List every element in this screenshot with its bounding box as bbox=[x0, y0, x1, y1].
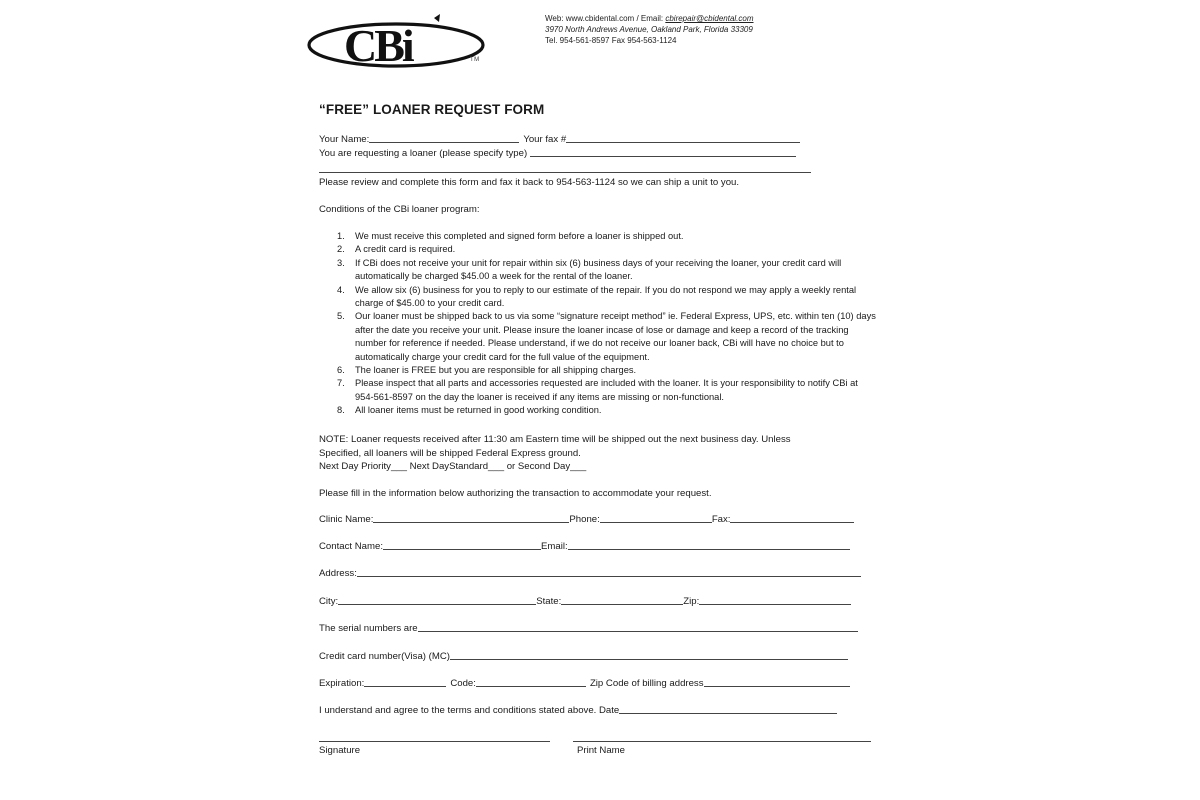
contact-name-label: Contact Name: bbox=[319, 541, 383, 552]
note-line-1: NOTE: Loaner requests received after 11:30 am Eastern time will be shipped out the next business day. Unless bbox=[319, 434, 791, 445]
email-field[interactable] bbox=[568, 548, 850, 550]
condition-text: We allow six (6) business for you to reply to our estimate of the repair. If you do not respond we may apply a weekly rental charge of $45.00 to your credit card. bbox=[355, 284, 857, 309]
condition-item bbox=[337, 230, 877, 243]
state-label: State: bbox=[536, 596, 562, 607]
date-field[interactable] bbox=[619, 712, 837, 714]
serial-numbers-field[interactable] bbox=[418, 630, 858, 632]
form-title: “FREE” LOANER REQUEST FORM bbox=[319, 102, 545, 117]
loaner-type-extra-line[interactable] bbox=[319, 172, 811, 173]
condition-text: We must receive this completed and signed form before a loaner is shipped out. bbox=[355, 231, 684, 241]
code-field[interactable] bbox=[476, 685, 586, 687]
email-label: Email: bbox=[541, 541, 568, 552]
print-name-label: Print Name bbox=[577, 745, 625, 756]
authorize-text: Please fill in the information below authorizing the transaction to accommodate your request. bbox=[319, 488, 712, 499]
agreement-text: I understand and agree to the terms and conditions stated above. Date bbox=[319, 705, 620, 716]
condition-item bbox=[337, 364, 877, 377]
condition-number: 7. bbox=[337, 378, 345, 389]
condition-text: All loaner items must be returned in good working condition. bbox=[355, 405, 602, 416]
email-link[interactable]: cbirepair@cbidental.com bbox=[665, 14, 754, 23]
trademark-symbol: TM bbox=[470, 57, 480, 63]
loaner-type-row bbox=[319, 148, 796, 159]
company-address: 3970 North Andrews Avenue, Oakland Park, Florida 33309 bbox=[545, 25, 753, 34]
agreement-row bbox=[319, 705, 837, 716]
condition-number: 6. bbox=[337, 365, 345, 376]
loaner-type-label: You are requesting a loaner (please specify type) bbox=[319, 148, 528, 159]
condition-item bbox=[337, 284, 877, 311]
condition-item bbox=[337, 243, 877, 256]
phone-label: Phone: bbox=[569, 514, 600, 525]
cbi-logo-graphic bbox=[306, 14, 490, 70]
address-field[interactable] bbox=[357, 575, 861, 577]
expiration-label: Expiration: bbox=[319, 678, 365, 689]
instructions-text: Please review and complete this form and fax it back to 954-563-1124 so we can ship a unit to you. bbox=[319, 177, 740, 188]
your-fax-label: Your fax # bbox=[523, 134, 567, 145]
fax-field[interactable] bbox=[730, 521, 854, 523]
credit-card-row bbox=[319, 651, 848, 662]
contact-block bbox=[545, 13, 754, 46]
condition-item bbox=[337, 377, 877, 404]
billing-zip-field[interactable] bbox=[704, 685, 850, 687]
signature-label: Signature bbox=[319, 745, 361, 756]
contact-name-field[interactable] bbox=[383, 548, 541, 550]
conditions-list bbox=[337, 230, 877, 418]
expiration-field[interactable] bbox=[364, 685, 446, 687]
city-field[interactable] bbox=[338, 603, 536, 605]
condition-item bbox=[337, 257, 877, 284]
your-fax-field[interactable] bbox=[566, 141, 800, 143]
condition-number: 3. bbox=[337, 257, 345, 268]
note-line-2: Specified, all loaners will be shipped Federal Express ground. bbox=[319, 448, 581, 459]
web-text: Web: www.cbidental.com / Email: bbox=[545, 14, 666, 23]
condition-number: 1. bbox=[337, 231, 345, 241]
cbi-logo bbox=[306, 14, 490, 70]
serial-row bbox=[319, 623, 858, 634]
fax-label: Fax: bbox=[711, 514, 731, 525]
logo-text: CBi bbox=[344, 20, 412, 70]
condition-number: 5. bbox=[337, 311, 345, 322]
shipping-options[interactable]: Next Day Priority___ Next DayStandard___ or Second Day___ bbox=[319, 461, 587, 472]
print-name-field[interactable] bbox=[573, 741, 871, 742]
phone-field[interactable] bbox=[600, 521, 712, 523]
condition-text: If CBi does not receive your unit for repair within six (6) business days of your receiving the loaner, your credit card will automatically be charged $45.00 a week for the rental of the loaner. bbox=[355, 257, 842, 282]
clinic-row bbox=[319, 514, 854, 525]
company-phones: Tel. 954-561-8597 Fax 954-563-1124 bbox=[545, 36, 677, 45]
your-name-label: Your Name: bbox=[319, 134, 370, 145]
your-name-field[interactable] bbox=[369, 141, 519, 143]
loaner-type-field[interactable] bbox=[530, 155, 796, 157]
condition-text: Please inspect that all parts and accessories requested are included with the loaner. It is your responsibility to notify CBi at 954-561-8597 on the day the loaner is received if any items are missing or non-functional. bbox=[355, 378, 858, 402]
code-label: Code: bbox=[450, 678, 476, 689]
serial-numbers-label: The serial numbers are bbox=[319, 623, 418, 634]
your-name-row bbox=[319, 134, 800, 145]
condition-item bbox=[337, 404, 877, 417]
credit-card-field[interactable] bbox=[450, 658, 848, 660]
condition-item bbox=[337, 310, 877, 364]
condition-text: The loaner is FREE but you are responsible for all shipping charges. bbox=[355, 365, 637, 376]
state-field[interactable] bbox=[561, 603, 683, 605]
contact-row bbox=[319, 541, 850, 552]
clinic-name-label: Clinic Name: bbox=[319, 514, 374, 525]
zip-label: Zip: bbox=[683, 596, 700, 607]
zip-field[interactable] bbox=[699, 603, 851, 605]
city-label: City: bbox=[319, 596, 339, 607]
condition-text: A credit card is required. bbox=[355, 244, 456, 255]
billing-zip-label: Zip Code of billing address bbox=[589, 678, 704, 689]
address-label: Address: bbox=[319, 568, 357, 579]
credit-card-label: Credit card number(Visa) (MC) bbox=[319, 651, 450, 662]
expiration-row bbox=[319, 678, 850, 689]
condition-number: 8. bbox=[337, 405, 345, 416]
city-row bbox=[319, 596, 851, 607]
condition-number: 4. bbox=[337, 284, 345, 295]
condition-text: Our loaner must be shipped back to us via some “signature receipt method” ie. Federal Express, UPS, etc. within ten (10) days after the date you receive your unit. Please insure the loaner incase of lose or damage and keep a record of the tracking number for reference if needed. Please understand, if we do not receive our loaner back, CBi will have no choice but to automatically charge your credit card for the full value of the equipment. bbox=[355, 311, 876, 362]
conditions-heading: Conditions of the CBi loaner program: bbox=[319, 204, 480, 215]
condition-number: 2. bbox=[337, 244, 345, 255]
logo-accent-mark bbox=[434, 14, 440, 22]
address-row bbox=[319, 568, 861, 579]
clinic-name-field[interactable] bbox=[373, 521, 569, 523]
signature-field[interactable] bbox=[319, 741, 550, 742]
web-email-line bbox=[545, 13, 754, 24]
